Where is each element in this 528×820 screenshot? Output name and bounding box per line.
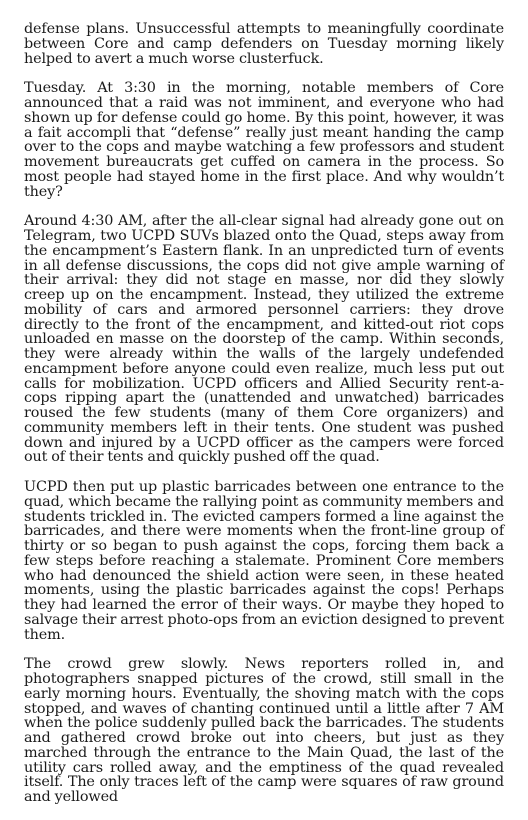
document-page [24, 22, 504, 820]
paragraph-2: Tuesday. At 3:30 in the morning, notable members of Core announced that a raid was not imminent, and everyone who had shown up for defense could go home. By this point, however, it was a fait accompli that “defense” really just meant handing the camp over to the cops and maybe watching a few professors and student movement bureaucrats get cuffed on camera in the process. So most people had stayed home in the first place. And why wouldn’t they? [24, 80, 504, 200]
paragraph-5: The crowd grew slowly. News reporters rolled in, and photographers snapped pictures of the crowd, still small in the early morning hours. Eventually, the shoving match with the cops stopped, and waves of chanting continued until a little after 7 AM when the police suddenly pulled back the barricades. The students and gathered crowd broke out into cheers, but just as they marched through the entrance to the Main Quad, the last of the utility cars rolled away, and the emptiness of the quad revealed itself. The only traces left of the camp were squares of raw ground and yellowed [24, 656, 504, 805]
paragraph-4: UCPD then put up plastic barricades between one entrance to the quad, which became the rallying point as community members and students trickled in. The evicted campers formed a line against the barricades, and there were moments when the front-line group of thirty or so began to push against the cops, forcing them back a few steps before reaching a stalemate. Prominent Core members who had denounced the shield action were seen, in these heated moments, using the plastic barricades against the cops! Perhaps they had learned the error of their ways. Or maybe they hoped to salvage their arrest photo-ops from an eviction designed to prevent them. [24, 479, 504, 643]
paragraph-3: Around 4:30 AM, after the all-clear signal had already gone out on Telegram, two UCPD SUVs blazed onto the Quad, steps away from the encampment’s Eastern flank. In an unpredicted turn of events in all defense discussions, the cops did not give ample warning of their arrival: they did not stage en masse, nor did they slowly creep up on the encampment. Instead, they utilized the extreme mobility of cars and armored personnel carriers: they drove directly to the front of the encampment, and kitted-out riot cops unloaded en masse on the doorstep of the camp. Within seconds, they were already within the walls of the largely undefended encampment before anyone could even realize, much less put out calls for mobilization. UCPD officers and Allied Security rent-a-cops ripping apart the (unattended and unwatched) barricades roused the few students (many of them Core organizers) and community members left in their tents. One student was pushed down and injured by a UCPD officer as the campers were forced out of their tents and quickly pushed off the quad. [24, 213, 504, 466]
paragraph-1: defense plans. Unsuccessful attempts to meaningfully coordinate between Core and camp defenders on Tuesday morning likely helped to avert a much worse clusterfuck. [24, 21, 504, 67]
